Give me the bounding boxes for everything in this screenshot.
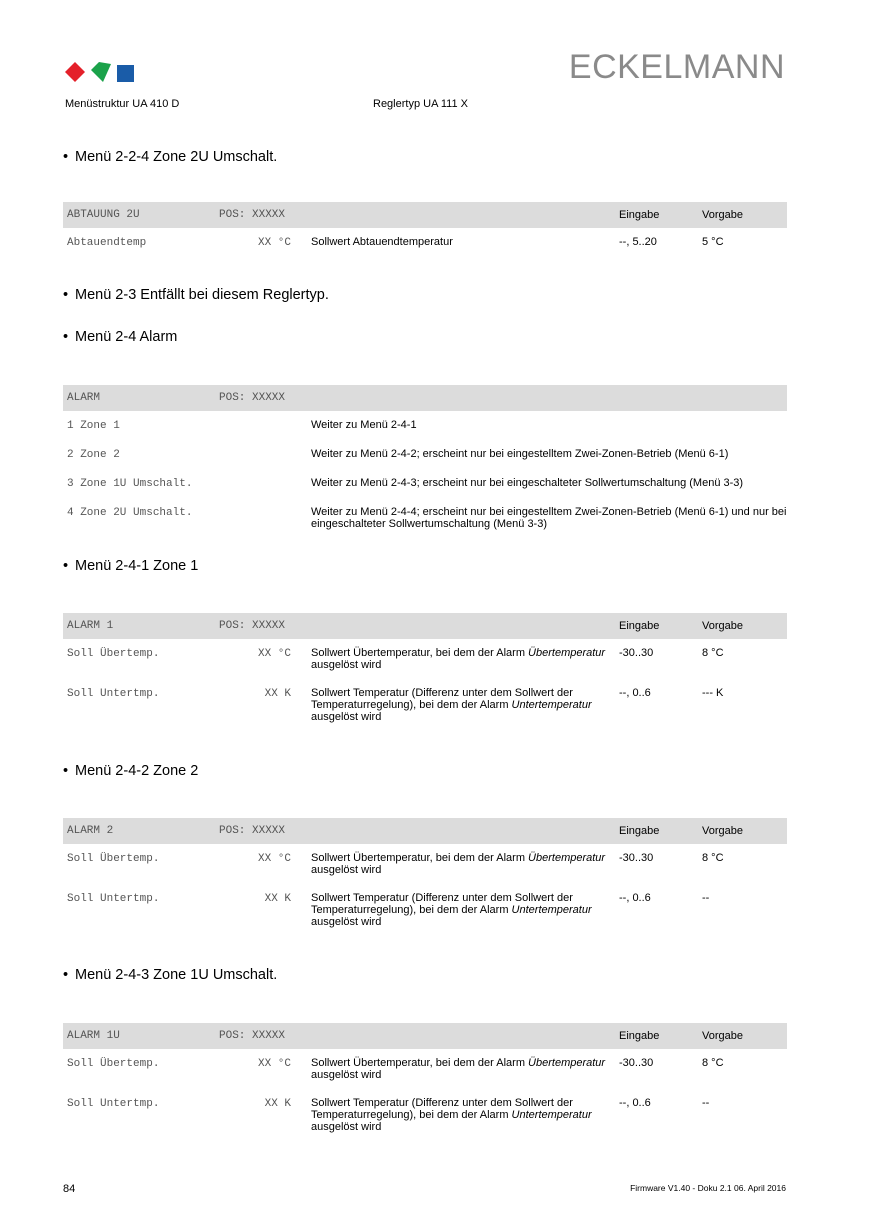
- section-heading: • Menü 2-2-4 Zone 2U Umschalt.: [63, 149, 278, 165]
- table-row: Abtauendtemp XX °C Sollwert Abtauendtemperatur --, 5..20 5 °C: [67, 236, 724, 249]
- table-header-row: ABTAUUNG 2U POS: XXXXX Eingabe Vorgabe: [63, 202, 787, 228]
- menu-table: [63, 613, 787, 731]
- table-row: Soll Untertmp. XX K Sollwert Temperatur (Differenz unter dem Sollwert der Temperaturregelung), bei dem der Alarm Untertemperatur ausgelöst wird --, 0..6 --- K: [67, 687, 724, 723]
- table-header-row: ALARM 2 POS: XXXXX Eingabe Vorgabe: [63, 818, 787, 844]
- table-header-row: ALARM 1 POS: XXXXX Eingabe Vorgabe: [63, 613, 787, 639]
- table-row: Soll Übertemp. XX °C Sollwert Übertemperatur, bei dem der Alarm Übertemperatur ausgelöst wird -30..30 8 °C: [67, 647, 724, 671]
- section-heading: • Menü 2-4 Alarm: [63, 329, 178, 345]
- table-header-row: ALARM 1U POS: XXXXX Eingabe Vorgabe: [63, 1023, 787, 1049]
- section-heading: • Menü 2-4-3 Zone 1U Umschalt.: [63, 967, 278, 983]
- table-row: Soll Untertmp. XX K Sollwert Temperatur (Differenz unter dem Sollwert der Temperaturregelung), bei dem der Alarm Untertemperatur ausgelöst wird --, 0..6 --: [67, 1097, 710, 1133]
- table-header-row: ALARM POS: XXXXX: [63, 385, 787, 411]
- eckelmann-logo-icon: [63, 58, 137, 84]
- menu-table: [63, 202, 787, 257]
- version-info: Firmware V1.40 - Doku 2.1 06. April 2016: [630, 1183, 786, 1193]
- menu-table: [63, 818, 787, 936]
- section-heading: • Menü 2-4-2 Zone 2: [63, 763, 199, 779]
- table-row: Soll Übertemp. XX °C Sollwert Übertemperatur, bei dem der Alarm Übertemperatur ausgelöst wird -30..30 8 °C: [67, 852, 724, 876]
- menu-table: [63, 385, 787, 538]
- table-row: 3 Zone 1U Umschalt. Weiter zu Menü 2-4-3; erscheint nur bei eingeschalteter Sollwertumschaltung (Menü 3-3): [67, 477, 744, 490]
- table-row: 4 Zone 2U Umschalt. Weiter zu Menü 2-4-4; erscheint nur bei eingestelltem Zwei-Zonen-Betrieb (Menü 6-1) und nur bei eingeschalteter Sollwertumschaltung (Menü 3-3): [67, 506, 787, 530]
- brand-wordmark: ECKELMANN: [568, 48, 785, 86]
- table-row: 2 Zone 2 Weiter zu Menü 2-4-2; erscheint nur bei eingestelltem Zwei-Zonen-Betrieb (Menü 6-1): [67, 448, 729, 461]
- menu-table: [63, 1023, 787, 1141]
- controller-type: Reglertyp UA 111 X: [373, 98, 468, 110]
- section-heading: • Menü 2-4-1 Zone 1: [63, 558, 199, 574]
- doc-title: Menüstruktur UA 410 D: [65, 98, 180, 110]
- page-number: 84: [63, 1183, 76, 1195]
- table-row: Soll Untertmp. XX K Sollwert Temperatur (Differenz unter dem Sollwert der Temperaturregelung), bei dem der Alarm Untertemperatur ausgelöst wird --, 0..6 --: [67, 892, 710, 928]
- table-row: Soll Übertemp. XX °C Sollwert Übertemperatur, bei dem der Alarm Übertemperatur ausgelöst wird -30..30 8 °C: [67, 1057, 724, 1081]
- section-heading: • Menü 2-3 Entfällt bei diesem Reglertyp.: [63, 287, 329, 303]
- table-row: 1 Zone 1 Weiter zu Menü 2-4-1: [67, 419, 417, 432]
